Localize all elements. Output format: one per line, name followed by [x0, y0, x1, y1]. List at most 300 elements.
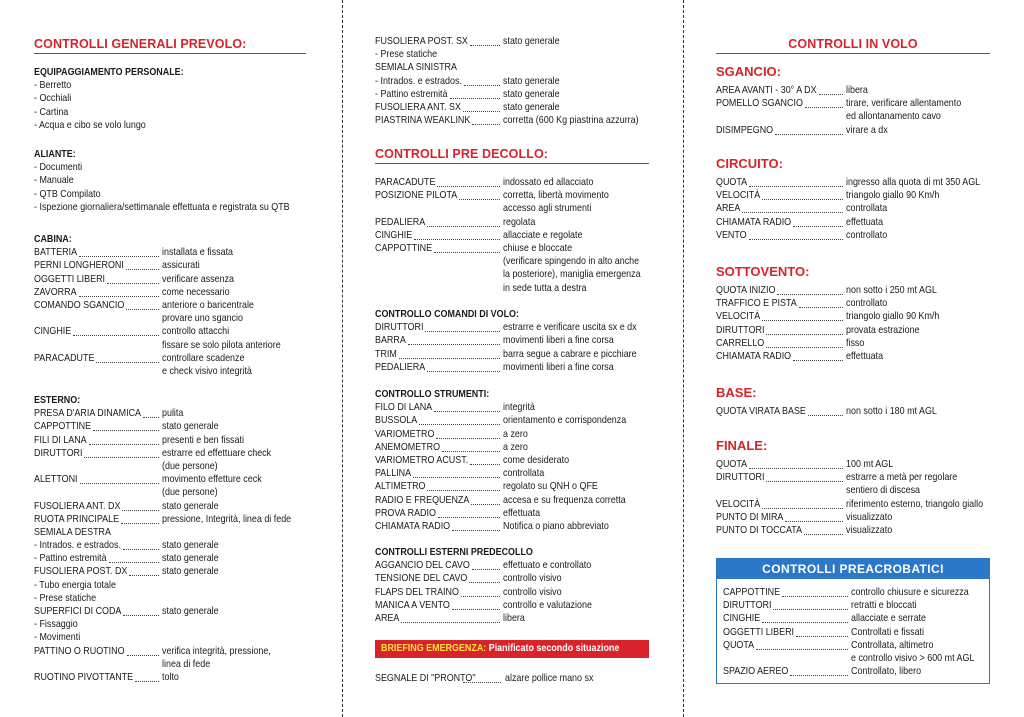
- leader-dots: [123, 549, 159, 550]
- checklist-row: [34, 605, 314, 618]
- checklist-key: CINGHIE: [723, 613, 761, 625]
- checklist-row: [723, 586, 985, 599]
- checklist-value: a zero: [503, 441, 528, 453]
- checklist-key: - Fissaggio: [34, 619, 78, 631]
- checklist-key: FLAPS DEL TRAINO: [375, 586, 459, 598]
- checklist-value: provare uno sgancio: [162, 313, 243, 325]
- leader-dots: [469, 582, 500, 583]
- leader-dots: [756, 649, 848, 650]
- checklist-key: PARACADUTE: [375, 177, 436, 188]
- leader-dots: [790, 675, 848, 676]
- checklist-row: [34, 513, 314, 526]
- checklist-key: AREA AVANTI - 30° A DX: [716, 85, 817, 96]
- equip-section: [34, 66, 314, 132]
- checklist-key: - Prese statiche: [34, 592, 97, 604]
- checklist-value: triangolo giallo 90 Km/h: [846, 190, 940, 202]
- checklist-row: [375, 572, 660, 585]
- checklist-row: [34, 325, 314, 338]
- comandi-section: [375, 308, 660, 374]
- checklist-value: Notifica o piano abbreviato: [503, 520, 609, 532]
- checklist-value: installata e fissata: [162, 247, 234, 259]
- aliante-heading: ALIANTE:: [34, 149, 76, 160]
- checklist-value: barra segue a cabrare e picchiare: [503, 348, 637, 360]
- checklist-value: assicurati: [162, 260, 200, 272]
- checklist-row: [34, 486, 314, 499]
- checklist-value: a zero: [503, 428, 528, 440]
- leader-dots: [819, 94, 843, 95]
- checklist-row: [716, 297, 996, 310]
- cabina-section: [34, 233, 314, 378]
- checklist-value: fissare se solo pilota anteriore: [162, 339, 281, 351]
- checklist-row: [34, 526, 314, 539]
- leader-dots: [143, 417, 159, 418]
- checklist-key: PUNTO DI TOCCATA: [716, 524, 803, 536]
- leader-dots: [793, 360, 843, 361]
- leader-dots: [464, 85, 500, 86]
- checklist-key: DIRUTTORI: [723, 600, 772, 612]
- leader-dots: [762, 199, 843, 200]
- checklist-value: stato generale: [503, 75, 560, 87]
- checklist-row: [34, 447, 314, 460]
- checklist-value: estrarre a metà per regolare: [846, 472, 958, 484]
- leader-dots: [749, 468, 843, 469]
- checklist-value: stato generale: [503, 36, 560, 47]
- checklist-row: [375, 467, 660, 480]
- checklist-value: non sotto i 180 mt AGL: [846, 406, 937, 417]
- leader-dots: [408, 344, 500, 345]
- checklist-row: [716, 284, 996, 297]
- checklist-row: [716, 176, 996, 189]
- checklist-row: [716, 511, 996, 524]
- checklist-row: [375, 282, 660, 295]
- checklist-row: [716, 189, 996, 202]
- checklist-key: VELOCITÀ: [716, 311, 761, 323]
- leader-dots: [126, 309, 159, 310]
- checklist-key: ZAVORRA: [34, 286, 77, 298]
- checklist-key: FUSOLIERA ANT. DX: [34, 500, 121, 512]
- checklist-row: [716, 110, 996, 123]
- checklist-value: (verificare spingendo in alto anche: [503, 256, 640, 268]
- checklist-row: [34, 658, 314, 671]
- sgancio-heading: SGANCIO:: [716, 64, 781, 79]
- leader-dots: [749, 239, 843, 240]
- checklist-row: [34, 645, 314, 658]
- checklist-row: [34, 552, 314, 565]
- checklist-key: - Movimenti: [34, 632, 81, 644]
- checklist-row: [375, 480, 660, 493]
- checklist-value: controllato: [846, 229, 888, 241]
- checklist-key: PEDALIERA: [375, 216, 426, 228]
- leader-dots: [742, 212, 843, 213]
- fold-line-left: [342, 0, 343, 717]
- segnale-section: [375, 672, 660, 685]
- checklist-key: PARACADUTE: [34, 352, 95, 364]
- checklist-key: ANEMOMETRO: [375, 441, 441, 453]
- checklist-row: [34, 500, 314, 513]
- checklist-row: [34, 539, 314, 552]
- checklist-value: controllata: [503, 468, 545, 480]
- checklist-value: retratti e bloccati: [851, 600, 917, 612]
- leader-dots: [434, 411, 500, 412]
- checklist-row: [375, 202, 660, 215]
- leader-dots: [96, 362, 159, 363]
- checklist-row: [375, 414, 660, 427]
- leader-dots: [762, 320, 843, 321]
- checklist-row: [375, 599, 660, 612]
- checklist-row: [34, 579, 314, 592]
- checklist-value: effettuato e controllato: [503, 560, 592, 572]
- leader-dots: [452, 609, 500, 610]
- checklist-key: PATTINO O RUOTINO: [34, 645, 125, 657]
- checklist-row: [716, 484, 996, 497]
- checklist-key: PEDALIERA: [375, 361, 426, 373]
- checklist-key: VELOCITÀ: [716, 498, 761, 510]
- strumenti-rows: [375, 401, 660, 533]
- finale-rows: [716, 458, 996, 537]
- checklist-value: tolto: [162, 671, 179, 683]
- comandi-heading: CONTROLLO COMANDI DI VOLO:: [375, 309, 519, 320]
- checklist-value: controllo visivo: [503, 586, 562, 598]
- list-line: - QTB Compilato: [34, 188, 101, 200]
- checklist-key: - Pattino estremità: [34, 553, 107, 565]
- comandi-rows: [375, 321, 660, 374]
- leader-dots: [782, 596, 848, 597]
- segnale-value: alzare pollice mano sx: [505, 673, 594, 684]
- leader-dots: [135, 681, 159, 682]
- leader-dots: [766, 334, 843, 335]
- checklist-row: [375, 61, 660, 74]
- list-line: - Cartina: [34, 106, 69, 118]
- leader-dots: [414, 239, 500, 240]
- checklist-key: ALETTONI: [34, 474, 78, 486]
- checklist-row: [34, 299, 314, 312]
- checklist-row: [34, 259, 314, 272]
- checklist-row: [716, 229, 996, 242]
- leader-dots: [749, 186, 843, 187]
- checklist-key: TENSIONE DEL CAVO: [375, 573, 468, 585]
- sgancio-section: [716, 64, 996, 137]
- checklist-row: [34, 434, 314, 447]
- checklist-row: [723, 599, 985, 612]
- checklist-value: stato generale: [503, 88, 560, 100]
- checklist-key: DIRUTTORI: [716, 472, 765, 484]
- checklist-value: riferimento esterno, triangolo giallo: [846, 498, 984, 510]
- predecollo-rows: [375, 176, 660, 295]
- checklist-value: allacciate e regolate: [503, 229, 583, 241]
- checklist-row: [375, 48, 660, 61]
- checklist-row: [723, 652, 985, 665]
- checklist-row: [375, 520, 660, 533]
- checklist-key: BUSSOLA: [375, 415, 418, 427]
- leader-dots: [80, 483, 159, 484]
- leader-dots: [427, 226, 500, 227]
- checklist-value: triangolo giallo 90 Km/h: [846, 311, 940, 323]
- checklist-key: FUSOLIERA POST. DX: [34, 566, 128, 578]
- checklist-row: [375, 361, 660, 374]
- leader-dots: [785, 521, 843, 522]
- leader-dots: [773, 609, 848, 610]
- checklist-value: come desiderato: [503, 454, 570, 466]
- checklist-value: orientamento e corrispondenza: [503, 415, 627, 427]
- checklist-row: [716, 84, 996, 97]
- leader-dots: [129, 575, 159, 576]
- checklist-value: in sede tutta a destra: [503, 282, 587, 294]
- checklist-key: - Tubo energia totale: [34, 579, 116, 591]
- checklist-value: effettuata: [503, 507, 541, 519]
- checklist-row: [716, 310, 996, 323]
- checklist-key: AREA: [716, 203, 741, 215]
- leader-dots: [471, 504, 500, 505]
- checklist-row: [716, 202, 996, 215]
- checklist-key: CARRELLO: [716, 337, 765, 349]
- circuito-rows: [716, 176, 996, 242]
- leader-dots: [472, 124, 500, 125]
- checklist-row: [716, 471, 996, 484]
- checklist-row: [34, 286, 314, 299]
- checklist-value: stato generale: [162, 566, 219, 578]
- checklist-key: FILO DI LANA: [375, 402, 433, 414]
- checklist-value: controllare scadenze: [162, 352, 245, 364]
- checklist-key: POSIZIONE PILOTA: [375, 190, 458, 202]
- circuito-section: [716, 156, 996, 242]
- leader-dots: [777, 294, 843, 295]
- checklist-row: [375, 494, 660, 507]
- checklist-key: QUOTA VIRATA BASE: [716, 406, 806, 417]
- leader-dots: [470, 45, 500, 46]
- checklist-row: [375, 229, 660, 242]
- checklist-key: ALTIMETRO: [375, 481, 426, 493]
- leader-dots: [463, 111, 500, 112]
- checklist-key: CHIAMATA RADIO: [716, 350, 792, 362]
- checklist-row: [375, 268, 660, 281]
- checklist-row: [375, 255, 660, 268]
- checklist-value: effettuata: [846, 216, 884, 228]
- leader-dots: [419, 424, 500, 425]
- circuito-heading: CIRCUITO:: [716, 156, 783, 171]
- segnale-dots: [463, 682, 501, 683]
- checklist-value: movimenti liberi a fine corsa: [503, 335, 614, 347]
- list-line: - Manuale: [34, 175, 74, 187]
- checklist-value: movimento effetture ceck: [162, 474, 262, 486]
- checklist-value: sentiero di discesa: [846, 485, 921, 497]
- checklist-key: AREA: [375, 612, 400, 624]
- checklist-row: [716, 498, 996, 511]
- checklist-row: [375, 189, 660, 202]
- leader-dots: [461, 596, 500, 597]
- checklist-value: verifica integrità, pressione,: [162, 645, 271, 657]
- checklist-row: [375, 401, 660, 414]
- checklist-value: virare a dx: [846, 124, 888, 136]
- checklist-value: fisso: [846, 337, 865, 349]
- fold-line-right: [683, 0, 684, 717]
- checklist-row: [375, 114, 660, 127]
- leader-dots: [762, 508, 843, 509]
- fusoliera-sx-rows: [375, 35, 660, 127]
- checklist-key: CAPPOTTINE: [723, 587, 781, 598]
- checklist-row: [375, 75, 660, 88]
- briefing-emergenza-banner: [375, 640, 649, 658]
- checklist-value: estrarre ed effettuare check: [162, 447, 272, 459]
- checklist-row: [723, 612, 985, 625]
- checklist-key: QUOTA: [716, 459, 748, 470]
- checklist-key: MANICA A VENTO: [375, 599, 450, 611]
- leader-dots: [79, 256, 159, 257]
- leader-dots: [123, 615, 159, 616]
- leader-dots: [109, 562, 159, 563]
- checklist-key: COMANDO SGANCIO: [34, 299, 125, 311]
- base-heading: BASE:: [716, 385, 757, 400]
- segnale-key: SEGNALE DI "PRONTO": [375, 673, 476, 684]
- checklist-key: CINGHIE: [34, 326, 72, 338]
- checklist-key: OGGETTI LIBERI: [723, 626, 795, 638]
- checklist-value: regolato su QNH o QFE: [503, 481, 598, 493]
- leader-dots: [470, 464, 500, 465]
- checklist-row: [375, 612, 660, 625]
- leader-dots: [472, 569, 500, 570]
- checklist-value: stato generale: [162, 500, 219, 512]
- checklist-value: effettuata: [846, 350, 884, 362]
- checklist-row: [375, 441, 660, 454]
- checklist-row: [716, 337, 996, 350]
- checklist-row: [375, 88, 660, 101]
- checklist-row: [375, 586, 660, 599]
- checklist-value: ed allontanamento cavo: [846, 111, 941, 123]
- checklist-value: 100 mt AGL: [846, 459, 894, 470]
- checklist-value: controllo e valutazione: [503, 599, 592, 611]
- checklist-row: [34, 473, 314, 486]
- aliante-section: [34, 148, 314, 214]
- checklist-row: [375, 216, 660, 229]
- checklist-key: FILI DI LANA: [34, 434, 87, 446]
- checklist-value: controllo visivo: [503, 573, 562, 585]
- list-line: - Documenti: [34, 162, 83, 174]
- equip-heading: EQUIPAGGIAMENTO PERSONALE:: [34, 67, 184, 78]
- checklist-key: VELOCITÀ: [716, 190, 761, 202]
- leader-dots: [438, 517, 500, 518]
- checklist-key: PROVA RADIO: [375, 507, 436, 519]
- sottovento-rows: [716, 284, 996, 363]
- checklist-value: stato generale: [162, 421, 219, 433]
- checklist-row: [375, 348, 660, 361]
- checklist-key: BARRA: [375, 335, 406, 347]
- leader-dots: [805, 107, 843, 108]
- leader-dots: [413, 477, 500, 478]
- checklist-value: controllata: [846, 203, 888, 215]
- checklist-row: [723, 665, 985, 678]
- esterni-section: [375, 546, 660, 625]
- checklist-key: OGGETTI LIBERI: [34, 273, 106, 285]
- leader-dots: [122, 510, 159, 511]
- checklist-row: [716, 324, 996, 337]
- checklist-value: Controllato, libero: [851, 666, 922, 678]
- checklist-key: CHIAMATA RADIO: [716, 216, 792, 228]
- checklist-key: PRESA D'ARIA DINAMICA: [34, 408, 141, 420]
- section-title-predecollo: CONTROLLI PRE DECOLLO:: [375, 147, 649, 164]
- checklist-value: pulita: [162, 408, 184, 420]
- checklist-value: stato generale: [503, 101, 560, 113]
- checklist-key: FUSOLIERA POST. SX: [375, 36, 468, 47]
- preacrobatici-heading: CONTROLLI PREACROBATICI: [717, 559, 989, 579]
- checklist-row: [34, 312, 314, 325]
- esterni-rows: [375, 559, 660, 625]
- sottovento-section: [716, 264, 996, 363]
- leader-dots: [808, 415, 843, 416]
- checklist-row: [375, 176, 660, 189]
- checklist-value: estrarre e verificare uscita sx e dx: [503, 322, 637, 334]
- checklist-row: [375, 334, 660, 347]
- checklist-value: accesa e su frequenza corretta: [503, 494, 626, 506]
- checklist-value: controllato: [846, 298, 888, 310]
- checklist-value: tirare, verificare allentamento: [846, 98, 962, 110]
- preacrobatici-rows: [723, 586, 985, 678]
- cabina-heading: CABINA:: [34, 234, 72, 245]
- leader-dots: [399, 358, 500, 359]
- checklist-row: [34, 339, 314, 352]
- checklist-row: [34, 618, 314, 631]
- checklist-key: CHIAMATA RADIO: [375, 520, 451, 532]
- checklist-value: ingresso alla quota di mt 350 AGL: [846, 177, 981, 188]
- checklist-key: - Intrados. e estrados.: [34, 540, 121, 552]
- briefing-text: Pianificato secondo situazione: [486, 643, 620, 654]
- leader-dots: [775, 134, 843, 135]
- checklist-value: e controllo visivo > 600 mt AGL: [851, 652, 975, 664]
- checklist-row: [375, 242, 660, 255]
- leader-dots: [434, 252, 500, 253]
- checklist-key: POMELLO SGANCIO: [716, 98, 803, 110]
- leader-dots: [401, 622, 500, 623]
- checklist-row: [34, 420, 314, 433]
- checklist-row: [716, 350, 996, 363]
- checklist-value: anteriore o baricentrale: [162, 299, 254, 311]
- fusoliera-sx-section: [375, 35, 660, 127]
- leader-dots: [437, 186, 500, 187]
- finale-section: [716, 438, 996, 537]
- equip-list: [34, 79, 314, 132]
- leader-dots: [766, 347, 843, 348]
- checklist-value: presenti e ben fissati: [162, 434, 244, 446]
- checklist-row: [34, 671, 314, 684]
- checklist-value: pressione, Integrità, linea di fede: [162, 513, 292, 525]
- leader-dots: [427, 490, 500, 491]
- checklist-key: TRIM: [375, 348, 397, 360]
- checklist-key: RUOTINO PIVOTTANTE: [34, 671, 134, 683]
- checklist-value: e check visivo integrità: [162, 365, 252, 377]
- leader-dots: [442, 451, 500, 452]
- checklist-key: - Pattino estremità: [375, 88, 448, 100]
- checklist-row: [716, 124, 996, 137]
- leader-dots: [79, 296, 159, 297]
- checklist-value: stato generale: [162, 553, 219, 565]
- checklist-value: accesso agli strumenti: [503, 203, 592, 215]
- checklist-value: allacciate e serrate: [851, 613, 927, 625]
- leader-dots: [84, 457, 159, 458]
- checklist-row: [375, 559, 660, 572]
- leader-dots: [452, 530, 500, 531]
- checklist-key: SUPERFICI DI CODA: [34, 606, 122, 618]
- esterni-heading: CONTROLLI ESTERNI PREDECOLLO: [375, 547, 533, 558]
- checklist-row: [723, 626, 985, 639]
- checklist-key: DIRUTTORI: [375, 322, 424, 334]
- leader-dots: [762, 622, 848, 623]
- checklist-row: [34, 631, 314, 644]
- leader-dots: [121, 523, 159, 524]
- checklist-value: linea di fede: [162, 658, 211, 670]
- finale-heading: FINALE:: [716, 438, 768, 453]
- leader-dots: [436, 438, 500, 439]
- checklist-row: [375, 428, 660, 441]
- checklist-row: [723, 639, 985, 652]
- checklist-value: come necessario: [162, 286, 230, 298]
